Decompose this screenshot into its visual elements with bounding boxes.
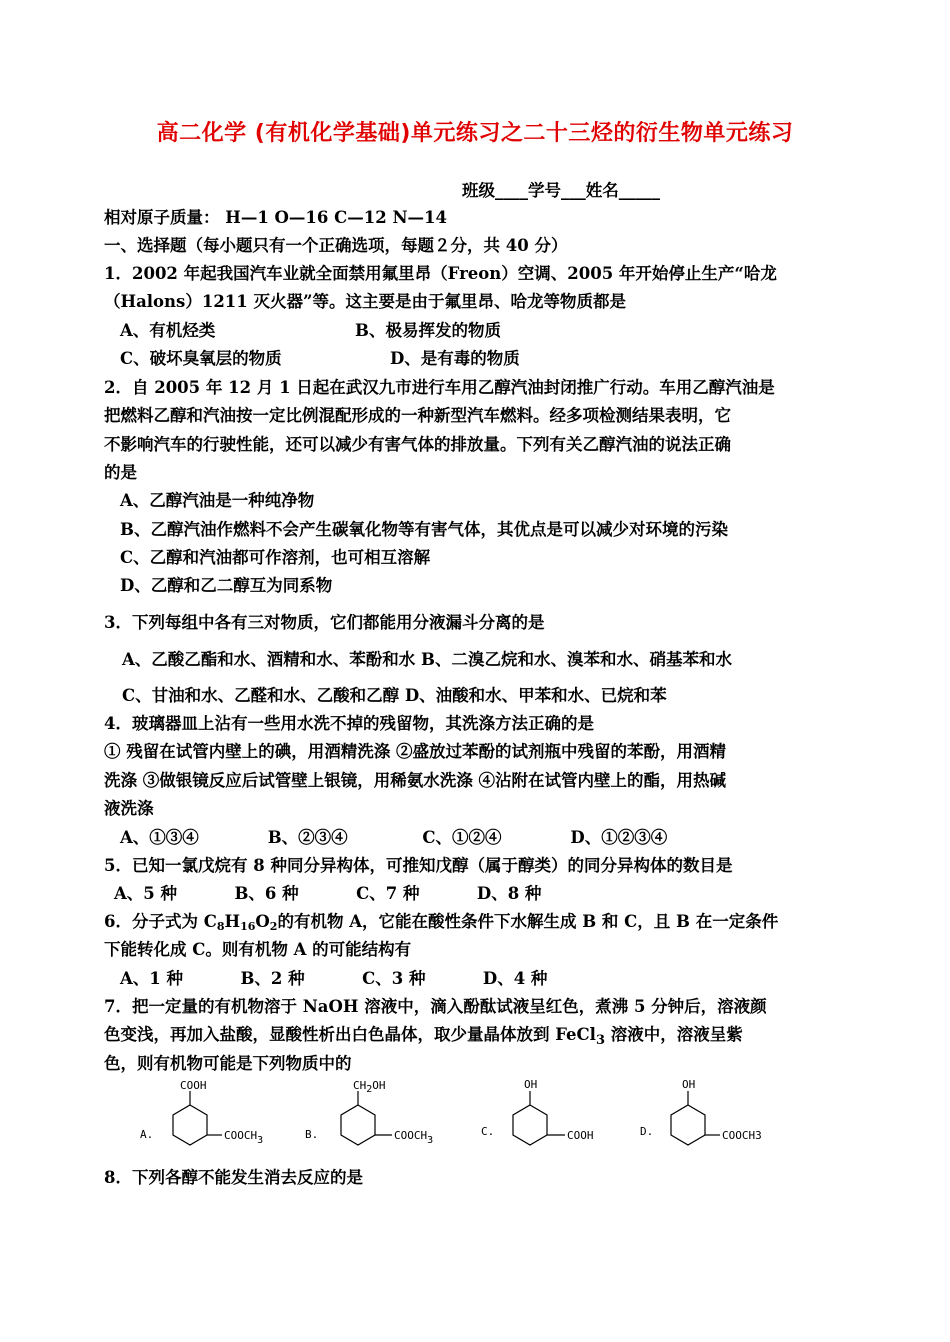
structure-c-label: C.	[481, 1125, 495, 1138]
svg-text:CH2OH: CH2OH	[353, 1079, 386, 1095]
q6-stem-line1: 6．分子式为 $C_8H_{16}O_2$的有机物 A，它能在酸性条件下水解生成 B 和 C，且 B 在一定条件	[104, 912, 779, 933]
q1-option-b: B、极易挥发的物质	[355, 321, 501, 340]
structure-d-label: D.	[640, 1125, 654, 1138]
q8-stem: 8．下列各醇不能发生消去反应的是	[104, 1168, 363, 1187]
q2-option-a: A、乙醇汽油是一种纯净物	[120, 491, 315, 510]
structure-b	[305, 1079, 433, 1146]
section-heading: 一、选择题（每小题只有一个正确选项，每题２分，共 40 分）	[104, 236, 568, 255]
q7-structures	[0, 1075, 950, 1165]
q2-option-c: C、乙醇和汽油都可作溶剂，也可相互溶解	[120, 548, 431, 567]
structure-a	[140, 1079, 263, 1146]
q2-stem-line1: 2．自 2005 年 12 月 1 日起在武汉九市进行车用乙醇汽油封闭推广行动。车用乙醇汽油是	[104, 378, 775, 397]
q5-options: A、5 种 B、6 种 C、7 种 D、8 种	[114, 884, 542, 903]
q3-options-ab: A、乙酸乙酯和水、酒精和水、苯酚和水 B、二溴乙烷和水、溴苯和水、硝基苯和水	[122, 650, 732, 669]
q2-option-b: B、乙醇汽油作燃料不会产生碳氧化物等有害气体，其优点是可以减少对环境的污染	[120, 520, 728, 539]
q3-stem: 3．下列每组中各有三对物质，它们都能用分液漏斗分离的是	[104, 613, 545, 632]
q2-stem-line4: 的是	[104, 463, 137, 482]
q2-stem-line2: 把燃料乙醇和汽油按一定比例混配形成的一种新型汽车燃料。经多项检测结果表明，它	[104, 406, 731, 425]
q4-stem-line2: ① 残留在试管内壁上的碘，用酒精洗涤 ②盛放过苯酚的试剂瓶中残留的苯酚，用酒精	[104, 742, 726, 761]
svg-text:COOCH3: COOCH3	[722, 1129, 762, 1142]
q2-stem-line3: 不影响汽车的行驶性能，还可以减少有害气体的排放量。下列有关乙醇汽油的说法正确	[104, 435, 731, 454]
svg-text:OH: OH	[682, 1078, 696, 1091]
q1-stem-line2: （Halons）1211 灭火器”等。这主要是由于氟里昂、哈龙等物质都是	[104, 292, 626, 311]
q6-stem-line2: 下能转化成 C。则有机物 A 的可能结构有	[104, 940, 412, 959]
q4-options: A、①③④ B、②③④ C、①②④ D、①②③④	[120, 828, 668, 847]
svg-text:OH: OH	[524, 1078, 538, 1091]
class-info-line: 班级____学号___姓名_____	[462, 181, 660, 200]
q1-option-a: A、有机烃类	[120, 321, 216, 340]
q2-option-d: D、乙醇和乙二醇互为同系物	[120, 576, 333, 595]
q6-options: A、1 种 B、2 种 C、3 种 D、4 种	[120, 969, 548, 988]
structure-b-label: B.	[305, 1128, 319, 1141]
svg-text:COOCH3: COOCH3	[394, 1129, 434, 1146]
svg-text:COOH: COOH	[567, 1129, 594, 1142]
atomic-masses: 相对原子质量： H—1 O—16 C—12 N—14	[104, 208, 448, 227]
structure-d	[640, 1078, 762, 1145]
q7-stem-line3: 色，则有机物可能是下列物质中的	[104, 1054, 352, 1073]
q4-stem-line4: 液洗涤	[104, 799, 154, 818]
q7-stem-line2: 色变浅，再加入盐酸，显酸性析出白色晶体，取少量晶体放到 FeCl$_3$ 溶液中，溶液呈紫	[104, 1025, 743, 1048]
q7-stem-line1: 7．把一定量的有机物溶于 NaOH 溶液中，滴入酚酞试液呈红色，煮沸 5 分钟后，溶液颜	[104, 997, 767, 1016]
q3-options-cd: C、甘油和水、乙醛和水、乙酸和乙醇 D、油酸和水、甲苯和水、已烷和苯	[122, 686, 667, 705]
q1-option-d: D、是有毒的物质	[390, 349, 520, 368]
svg-text:COOH: COOH	[180, 1079, 207, 1092]
svg-text:COOCH3: COOCH3	[224, 1129, 264, 1146]
q1-stem-line1: 1．2002 年起我国汽车业就全面禁用氟里昂（Freon）空调、2005 年开始停止生产“哈龙	[104, 264, 777, 283]
page-title: 高二化学 (有机化学基础)单元练习之二十三烃的衍生物单元练习	[156, 121, 794, 146]
structure-a-label: A.	[140, 1128, 154, 1141]
q4-stem-line3: 洗涤 ③做银镜反应后试管壁上银镜，用稀氨水洗涤 ④沾附在试管内壁上的酯，用热碱	[104, 771, 726, 790]
q5-stem: 5．已知一氯戊烷有 8 种同分异构体，可推知戊醇（属于醇类）的同分异构体的数目是	[104, 856, 733, 875]
q1-option-c: C、破坏臭氧层的物质	[120, 349, 282, 368]
structure-c	[481, 1078, 594, 1145]
q4-stem-line1: 4．玻璃器皿上沾有一些用水洗不掉的残留物，其洗涤方法正确的是	[104, 714, 594, 733]
